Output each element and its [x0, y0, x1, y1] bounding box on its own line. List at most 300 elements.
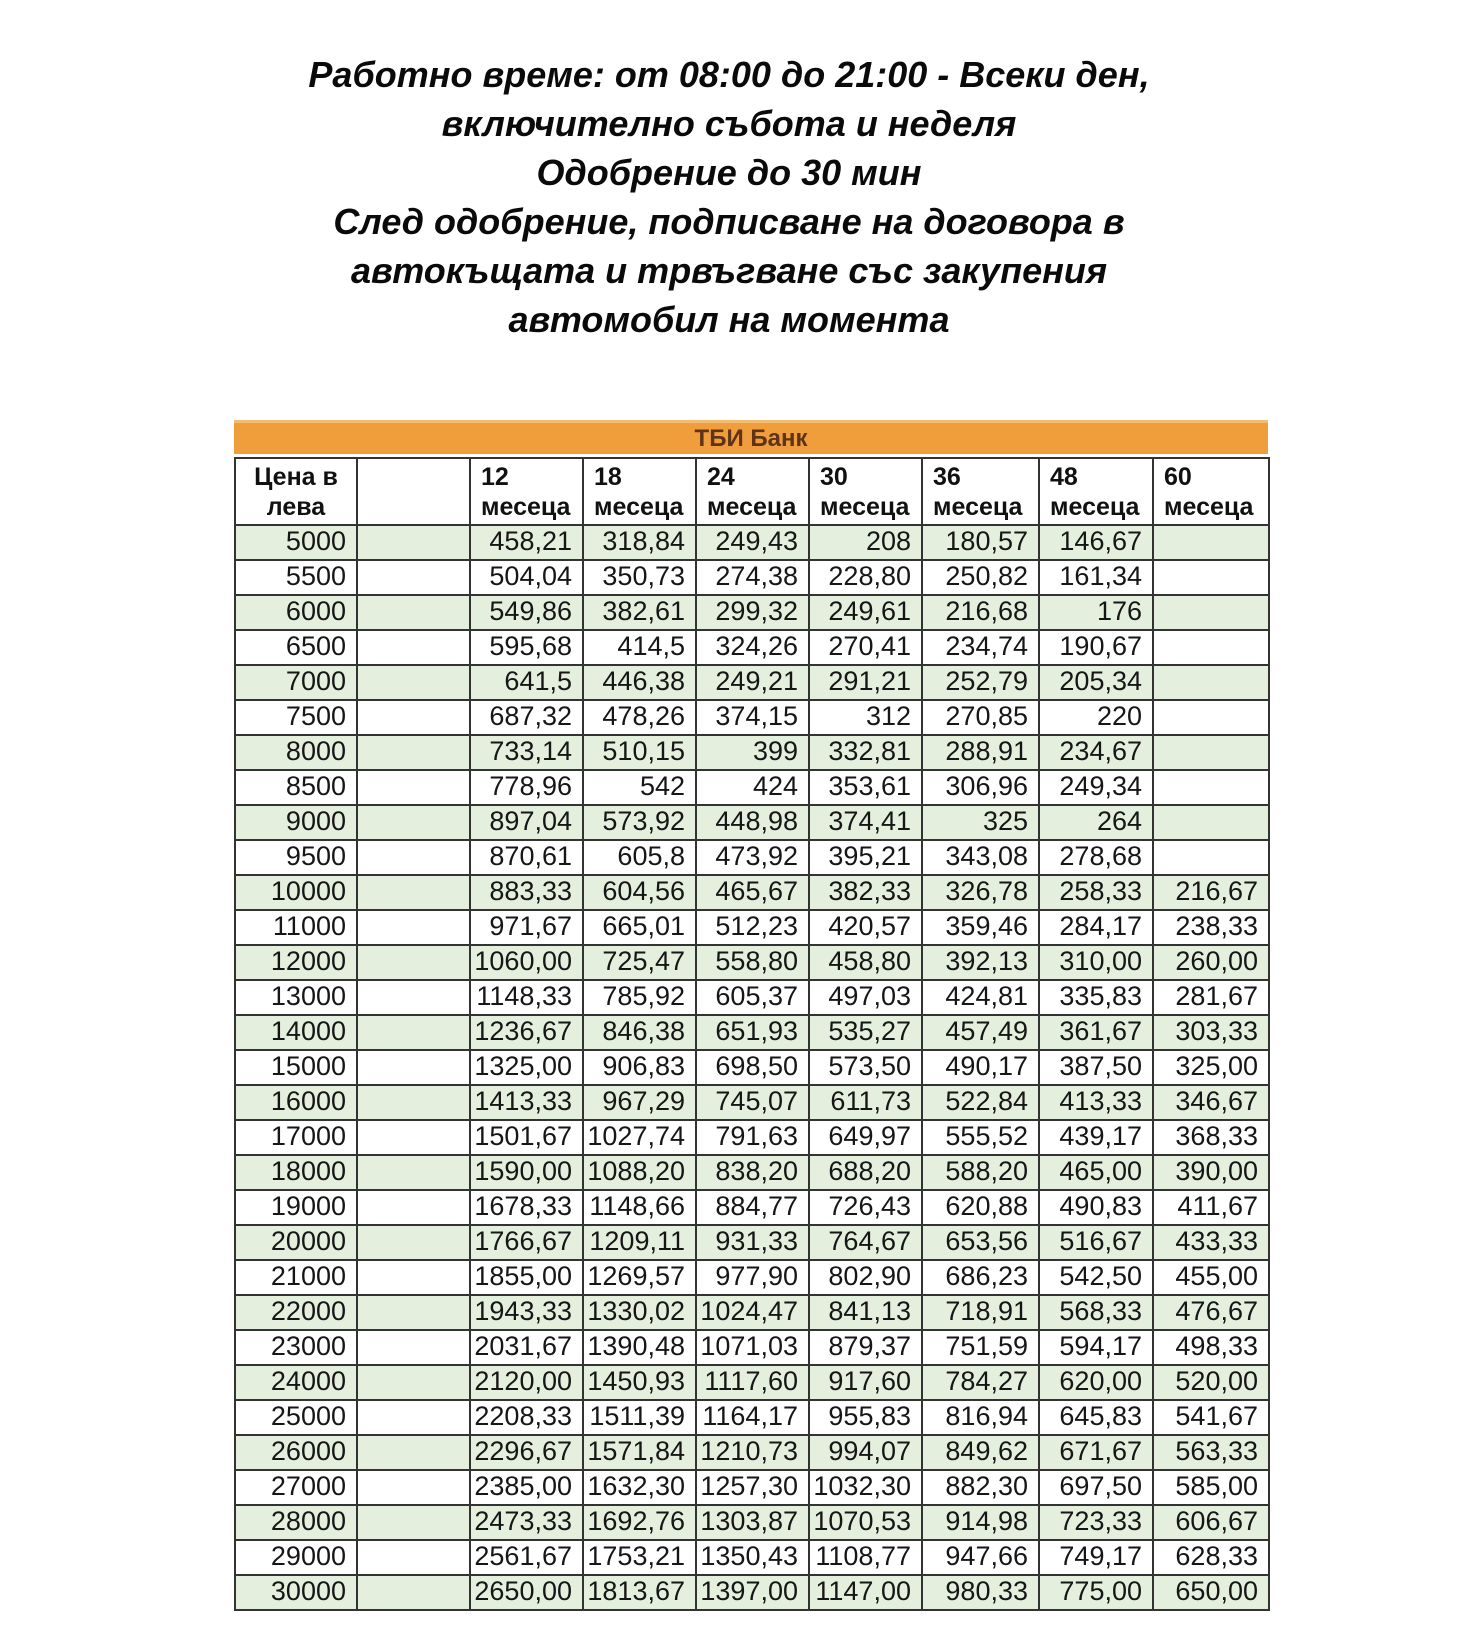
payment-cell: 585,00	[1153, 1470, 1269, 1505]
payment-cell: 628,33	[1153, 1540, 1269, 1575]
payment-cell: 260,00	[1153, 945, 1269, 980]
empty-cell	[357, 1540, 470, 1575]
payment-cell	[1153, 560, 1269, 595]
empty-cell	[357, 1015, 470, 1050]
payment-cell: 1148,66	[583, 1190, 696, 1225]
column-header-24-months: 24 месеца	[696, 458, 809, 525]
notice-line-1: Работно време: от 08:00 до 21:00 - Всеки ден,	[308, 54, 1150, 95]
payment-cell: 1692,76	[583, 1505, 696, 1540]
empty-cell	[357, 1260, 470, 1295]
price-cell: 9500	[235, 840, 357, 875]
payment-cell: 697,50	[1039, 1470, 1153, 1505]
payment-cell: 220	[1039, 700, 1153, 735]
payment-cell: 2120,00	[470, 1365, 583, 1400]
price-cell: 22000	[235, 1295, 357, 1330]
payment-cell: 346,67	[1153, 1085, 1269, 1120]
payment-cell: 318,84	[583, 525, 696, 560]
table-row	[235, 525, 1269, 560]
payment-cell: 250,82	[922, 560, 1039, 595]
payment-cell: 234,67	[1039, 735, 1153, 770]
payment-cell: 350,73	[583, 560, 696, 595]
payment-cell: 361,67	[1039, 1015, 1153, 1050]
payment-cell: 1511,39	[583, 1400, 696, 1435]
empty-cell	[357, 560, 470, 595]
payment-cell: 1350,43	[696, 1540, 809, 1575]
payment-cell: 264	[1039, 805, 1153, 840]
column-header-48-months: 48 месеца	[1039, 458, 1153, 525]
price-cell: 25000	[235, 1400, 357, 1435]
payment-cell: 665,01	[583, 910, 696, 945]
payment-cell: 1943,33	[470, 1295, 583, 1330]
empty-cell	[357, 700, 470, 735]
payment-cell: 382,33	[809, 875, 922, 910]
payment-cell: 745,07	[696, 1085, 809, 1120]
payment-cell: 1108,77	[809, 1540, 922, 1575]
payment-cell: 310,00	[1039, 945, 1153, 980]
price-cell: 7500	[235, 700, 357, 735]
bank-title: ТБИ Банк	[694, 424, 808, 452]
table-row	[235, 560, 1269, 595]
empty-cell	[357, 910, 470, 945]
payment-cell: 399	[696, 735, 809, 770]
price-cell: 7000	[235, 665, 357, 700]
payment-cell: 897,04	[470, 805, 583, 840]
payment-cell: 520,00	[1153, 1365, 1269, 1400]
payment-cell: 284,17	[1039, 910, 1153, 945]
payment-cell: 303,33	[1153, 1015, 1269, 1050]
payment-cell: 324,26	[696, 630, 809, 665]
payment-cell	[1153, 630, 1269, 665]
payment-cell: 457,49	[922, 1015, 1039, 1050]
price-cell: 27000	[235, 1470, 357, 1505]
payment-cell: 1070,53	[809, 1505, 922, 1540]
table-row	[235, 630, 1269, 665]
payment-cell: 1164,17	[696, 1400, 809, 1435]
payment-cell: 270,41	[809, 630, 922, 665]
price-cell: 8500	[235, 770, 357, 805]
table-row	[235, 1190, 1269, 1225]
payment-cell: 1413,33	[470, 1085, 583, 1120]
empty-cell	[357, 525, 470, 560]
payment-cell: 1330,02	[583, 1295, 696, 1330]
payment-cell: 368,33	[1153, 1120, 1269, 1155]
payment-cell: 1766,67	[470, 1225, 583, 1260]
payment-cell: 161,34	[1039, 560, 1153, 595]
table-row	[235, 1050, 1269, 1085]
payment-cell	[1153, 525, 1269, 560]
payment-cell: 249,43	[696, 525, 809, 560]
empty-cell	[357, 1400, 470, 1435]
payment-cell: 563,33	[1153, 1435, 1269, 1470]
payment-cell: 947,66	[922, 1540, 1039, 1575]
table-row	[235, 1505, 1269, 1540]
table-row	[235, 1085, 1269, 1120]
payment-cell: 688,20	[809, 1155, 922, 1190]
payment-cell: 278,68	[1039, 840, 1153, 875]
payment-cell: 414,5	[583, 630, 696, 665]
payment-cell: 1088,20	[583, 1155, 696, 1190]
payment-cell: 312	[809, 700, 922, 735]
payment-cell: 1148,33	[470, 980, 583, 1015]
empty-cell	[357, 1470, 470, 1505]
payment-cell: 971,67	[470, 910, 583, 945]
payment-cell: 882,30	[922, 1470, 1039, 1505]
empty-cell	[357, 665, 470, 700]
notice-line-6: автомобил на момента	[508, 299, 950, 340]
table-row	[235, 840, 1269, 875]
table-row	[235, 1295, 1269, 1330]
payment-cell: 2561,67	[470, 1540, 583, 1575]
payment-cell: 413,33	[1039, 1085, 1153, 1120]
price-cell: 13000	[235, 980, 357, 1015]
financing-table	[234, 457, 1270, 1611]
payment-cell: 994,07	[809, 1435, 922, 1470]
payment-cell: 146,67	[1039, 525, 1153, 560]
payment-cell: 641,5	[470, 665, 583, 700]
payment-cell: 573,92	[583, 805, 696, 840]
payment-cell: 2296,67	[470, 1435, 583, 1470]
payment-cell: 433,33	[1153, 1225, 1269, 1260]
price-cell: 19000	[235, 1190, 357, 1225]
table-row	[235, 1330, 1269, 1365]
payment-cell: 650,00	[1153, 1575, 1269, 1610]
payment-cell: 190,67	[1039, 630, 1153, 665]
empty-cell	[357, 630, 470, 665]
table-row	[235, 1225, 1269, 1260]
payment-cell: 1060,00	[470, 945, 583, 980]
payment-cell: 325,00	[1153, 1050, 1269, 1085]
payment-cell: 490,17	[922, 1050, 1039, 1085]
table-row	[235, 980, 1269, 1015]
notice-line-3: Одобрение до 30 мин	[536, 152, 922, 193]
payment-cell: 849,62	[922, 1435, 1039, 1470]
price-cell: 9000	[235, 805, 357, 840]
empty-cell	[357, 1435, 470, 1470]
payment-cell: 326,78	[922, 875, 1039, 910]
empty-cell	[357, 945, 470, 980]
payment-cell: 281,67	[1153, 980, 1269, 1015]
payment-cell: 1209,11	[583, 1225, 696, 1260]
payment-cell: 249,61	[809, 595, 922, 630]
payment-cell: 1210,73	[696, 1435, 809, 1470]
payment-cell: 424,81	[922, 980, 1039, 1015]
payment-cell: 510,15	[583, 735, 696, 770]
payment-cell	[1153, 735, 1269, 770]
payment-cell: 726,43	[809, 1190, 922, 1225]
payment-cell: 594,17	[1039, 1330, 1153, 1365]
table-row	[235, 1120, 1269, 1155]
payment-cell: 1027,74	[583, 1120, 696, 1155]
payment-cell: 841,13	[809, 1295, 922, 1330]
payment-cell: 274,38	[696, 560, 809, 595]
payment-cell: 620,88	[922, 1190, 1039, 1225]
price-cell: 8000	[235, 735, 357, 770]
payment-cell: 917,60	[809, 1365, 922, 1400]
payment-cell: 549,86	[470, 595, 583, 630]
payment-cell: 2650,00	[470, 1575, 583, 1610]
payment-cell: 595,68	[470, 630, 583, 665]
payment-cell: 2208,33	[470, 1400, 583, 1435]
empty-cell	[357, 1155, 470, 1190]
price-cell: 16000	[235, 1085, 357, 1120]
payment-cell: 671,67	[1039, 1435, 1153, 1470]
empty-cell	[357, 1190, 470, 1225]
payment-cell: 420,57	[809, 910, 922, 945]
empty-cell	[357, 980, 470, 1015]
payment-cell: 1325,00	[470, 1050, 583, 1085]
price-cell: 30000	[235, 1575, 357, 1610]
payment-cell: 604,56	[583, 875, 696, 910]
column-header-12-months: 12 месеца	[470, 458, 583, 525]
table-row	[235, 1155, 1269, 1190]
payment-cell: 458,21	[470, 525, 583, 560]
payment-cell: 497,03	[809, 980, 922, 1015]
table-row	[235, 735, 1269, 770]
price-cell: 5500	[235, 560, 357, 595]
payment-cell: 387,50	[1039, 1050, 1153, 1085]
empty-cell	[357, 1330, 470, 1365]
header-row	[235, 458, 1269, 525]
payment-cell: 216,68	[922, 595, 1039, 630]
table-row	[235, 875, 1269, 910]
price-cell: 26000	[235, 1435, 357, 1470]
payment-cell: 448,98	[696, 805, 809, 840]
payment-cell: 645,83	[1039, 1400, 1153, 1435]
financing-table-section	[234, 420, 1268, 1611]
payment-cell	[1153, 595, 1269, 630]
working-hours-notice	[179, 50, 1279, 344]
payment-cell: 234,74	[922, 630, 1039, 665]
payment-cell: 723,33	[1039, 1505, 1153, 1540]
payment-cell: 1032,30	[809, 1470, 922, 1505]
price-cell: 5000	[235, 525, 357, 560]
payment-cell: 455,00	[1153, 1260, 1269, 1295]
price-cell: 21000	[235, 1260, 357, 1295]
empty-cell	[357, 1365, 470, 1400]
column-header-price: Цена в лева	[235, 458, 357, 525]
price-cell: 14000	[235, 1015, 357, 1050]
payment-cell: 374,41	[809, 805, 922, 840]
payment-cell: 306,96	[922, 770, 1039, 805]
payment-cell: 504,04	[470, 560, 583, 595]
payment-cell: 620,00	[1039, 1365, 1153, 1400]
payment-cell: 606,67	[1153, 1505, 1269, 1540]
payment-cell: 180,57	[922, 525, 1039, 560]
payment-cell: 605,37	[696, 980, 809, 1015]
payment-cell: 568,33	[1039, 1295, 1153, 1330]
payment-cell: 1071,03	[696, 1330, 809, 1365]
payment-cell	[1153, 700, 1269, 735]
empty-cell	[357, 1575, 470, 1610]
notice-line-5: автокъщата и трвъгване със закупения	[350, 250, 1108, 291]
table-row	[235, 805, 1269, 840]
empty-cell	[357, 805, 470, 840]
payment-cell: 382,61	[583, 595, 696, 630]
empty-cell	[357, 770, 470, 805]
payment-cell: 288,91	[922, 735, 1039, 770]
payment-cell: 653,56	[922, 1225, 1039, 1260]
payment-cell: 1501,67	[470, 1120, 583, 1155]
table-row	[235, 910, 1269, 945]
payment-cell: 611,73	[809, 1085, 922, 1120]
payment-cell: 299,32	[696, 595, 809, 630]
payment-cell	[1153, 805, 1269, 840]
empty-cell	[357, 595, 470, 630]
table-row	[235, 1400, 1269, 1435]
payment-cell: 228,80	[809, 560, 922, 595]
payment-cell: 1450,93	[583, 1365, 696, 1400]
price-cell: 12000	[235, 945, 357, 980]
payment-cell: 1678,33	[470, 1190, 583, 1225]
payment-cell: 1632,30	[583, 1470, 696, 1505]
payment-cell: 698,50	[696, 1050, 809, 1085]
payment-cell: 353,61	[809, 770, 922, 805]
payment-cell: 374,15	[696, 700, 809, 735]
payment-cell: 977,90	[696, 1260, 809, 1295]
empty-cell	[357, 1050, 470, 1085]
column-header-empty	[357, 458, 470, 525]
price-cell: 10000	[235, 875, 357, 910]
payment-cell: 332,81	[809, 735, 922, 770]
payment-cell: 785,92	[583, 980, 696, 1015]
payment-cell: 343,08	[922, 840, 1039, 875]
payment-cell: 778,96	[470, 770, 583, 805]
payment-cell: 205,34	[1039, 665, 1153, 700]
payment-cell: 216,67	[1153, 875, 1269, 910]
price-cell: 18000	[235, 1155, 357, 1190]
payment-cell: 2385,00	[470, 1470, 583, 1505]
payment-cell: 473,92	[696, 840, 809, 875]
payment-cell: 588,20	[922, 1155, 1039, 1190]
table-row	[235, 1260, 1269, 1295]
payment-cell: 751,59	[922, 1330, 1039, 1365]
notice-line-4: След одобрение, подписване на договора в	[333, 201, 1125, 242]
empty-cell	[357, 875, 470, 910]
table-row	[235, 1470, 1269, 1505]
column-header-18-months: 18 месеца	[583, 458, 696, 525]
payment-cell: 498,33	[1153, 1330, 1269, 1365]
payment-cell: 395,21	[809, 840, 922, 875]
payment-cell: 465,00	[1039, 1155, 1153, 1190]
payment-cell: 1257,30	[696, 1470, 809, 1505]
payment-cell: 390,00	[1153, 1155, 1269, 1190]
payment-cell: 291,21	[809, 665, 922, 700]
payment-cell: 573,50	[809, 1050, 922, 1085]
payment-cell: 980,33	[922, 1575, 1039, 1610]
payment-cell: 411,67	[1153, 1190, 1269, 1225]
payment-cell: 1303,87	[696, 1505, 809, 1540]
payment-cell: 535,27	[809, 1015, 922, 1050]
payment-cell: 725,47	[583, 945, 696, 980]
payment-cell: 1236,67	[470, 1015, 583, 1050]
table-row	[235, 1540, 1269, 1575]
payment-cell: 764,67	[809, 1225, 922, 1260]
price-cell: 6500	[235, 630, 357, 665]
payment-cell: 1397,00	[696, 1575, 809, 1610]
payment-cell: 931,33	[696, 1225, 809, 1260]
payment-cell: 478,26	[583, 700, 696, 735]
price-cell: 6000	[235, 595, 357, 630]
payment-cell: 846,38	[583, 1015, 696, 1050]
table-row	[235, 595, 1269, 630]
table-row	[235, 1575, 1269, 1610]
payment-cell: 749,17	[1039, 1540, 1153, 1575]
payment-cell: 1147,00	[809, 1575, 922, 1610]
payment-cell: 1390,48	[583, 1330, 696, 1365]
payment-cell: 802,90	[809, 1260, 922, 1295]
bank-title-banner	[234, 420, 1268, 454]
price-cell: 17000	[235, 1120, 357, 1155]
payment-cell: 458,80	[809, 945, 922, 980]
payment-cell: 649,97	[809, 1120, 922, 1155]
payment-cell: 2473,33	[470, 1505, 583, 1540]
table-row	[235, 665, 1269, 700]
payment-cell: 906,83	[583, 1050, 696, 1085]
payment-cell: 967,29	[583, 1085, 696, 1120]
payment-cell: 325	[922, 805, 1039, 840]
payment-cell	[1153, 770, 1269, 805]
payment-cell: 816,94	[922, 1400, 1039, 1435]
price-cell: 20000	[235, 1225, 357, 1260]
column-header-60-months: 60 месеца	[1153, 458, 1269, 525]
payment-cell: 791,63	[696, 1120, 809, 1155]
payment-cell: 651,93	[696, 1015, 809, 1050]
payment-cell: 512,23	[696, 910, 809, 945]
payment-cell: 1117,60	[696, 1365, 809, 1400]
payment-cell: 1753,21	[583, 1540, 696, 1575]
payment-cell: 686,23	[922, 1260, 1039, 1295]
payment-cell: 522,84	[922, 1085, 1039, 1120]
payment-cell: 1269,57	[583, 1260, 696, 1295]
payment-cell: 439,17	[1039, 1120, 1153, 1155]
table-row	[235, 1435, 1269, 1470]
table-row	[235, 700, 1269, 735]
payment-cell: 359,46	[922, 910, 1039, 945]
payment-cell: 249,34	[1039, 770, 1153, 805]
payment-cell	[1153, 840, 1269, 875]
price-cell: 29000	[235, 1540, 357, 1575]
payment-cell: 883,33	[470, 875, 583, 910]
price-cell: 15000	[235, 1050, 357, 1085]
payment-cell: 775,00	[1039, 1575, 1153, 1610]
payment-cell: 542	[583, 770, 696, 805]
payment-cell: 884,77	[696, 1190, 809, 1225]
payment-cell: 914,98	[922, 1505, 1039, 1540]
payment-cell: 270,85	[922, 700, 1039, 735]
payment-cell: 784,27	[922, 1365, 1039, 1400]
payment-cell: 446,38	[583, 665, 696, 700]
payment-cell: 476,67	[1153, 1295, 1269, 1330]
price-cell: 11000	[235, 910, 357, 945]
payment-cell: 258,33	[1039, 875, 1153, 910]
empty-cell	[357, 1085, 470, 1120]
payment-cell: 555,52	[922, 1120, 1039, 1155]
payment-cell: 687,32	[470, 700, 583, 735]
price-cell: 23000	[235, 1330, 357, 1365]
payment-cell: 516,67	[1039, 1225, 1153, 1260]
payment-cell: 870,61	[470, 840, 583, 875]
payment-cell: 558,80	[696, 945, 809, 980]
payment-cell: 838,20	[696, 1155, 809, 1190]
payment-cell: 605,8	[583, 840, 696, 875]
payment-cell: 252,79	[922, 665, 1039, 700]
payment-cell: 1855,00	[470, 1260, 583, 1295]
table-row	[235, 1365, 1269, 1400]
payment-cell: 424	[696, 770, 809, 805]
empty-cell	[357, 1120, 470, 1155]
empty-cell	[357, 735, 470, 770]
price-cell: 28000	[235, 1505, 357, 1540]
